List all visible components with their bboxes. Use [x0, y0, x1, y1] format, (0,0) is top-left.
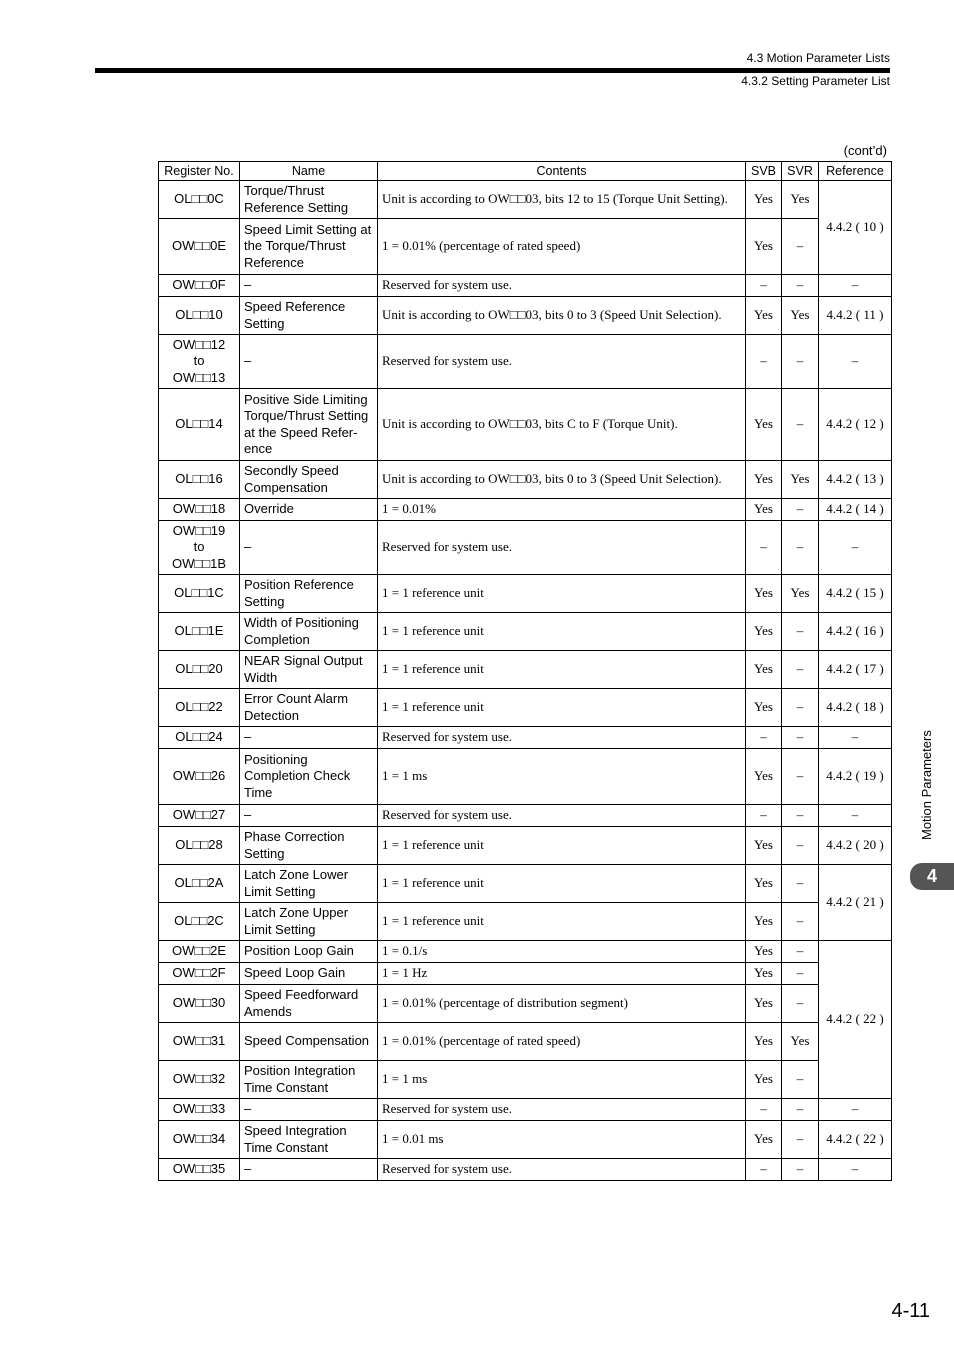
- svr-cell: –: [782, 865, 819, 903]
- contents-cell: 1 = 1 reference unit: [378, 689, 746, 727]
- svr-cell: Yes: [782, 461, 819, 499]
- table-row: [159, 827, 892, 865]
- register-no-cell: OL□□1E: [159, 613, 240, 651]
- name-cell: –: [240, 1159, 378, 1181]
- register-no-cell: OW□□35: [159, 1159, 240, 1181]
- contents-cell: 1 = 1 reference unit: [378, 651, 746, 689]
- svb-cell: Yes: [746, 219, 782, 275]
- svr-cell: Yes: [782, 297, 819, 335]
- register-no-cell: OL□□16: [159, 461, 240, 499]
- col-name: Name: [240, 162, 378, 181]
- table-row: [159, 689, 892, 727]
- svb-cell: Yes: [746, 1121, 782, 1159]
- table-row: [159, 219, 892, 275]
- contents-cell: Unit is according to OW□□03, bits 12 to 15 (Torque Unit Setting).: [378, 181, 746, 219]
- register-no-cell: OW□□2F: [159, 963, 240, 985]
- svr-cell: –: [782, 335, 819, 389]
- contents-cell: 1 = 0.1/s: [378, 941, 746, 963]
- contents-cell: Reserved for system use.: [378, 335, 746, 389]
- svb-cell: Yes: [746, 181, 782, 219]
- contents-cell: Reserved for system use.: [378, 521, 746, 575]
- svb-cell: Yes: [746, 461, 782, 499]
- svb-cell: –: [746, 727, 782, 749]
- svr-cell: –: [782, 275, 819, 297]
- name-cell: Positive Side Limiting Torque/Thrust Setting at the Speed Refer-ence: [240, 389, 378, 461]
- contents-cell: Reserved for system use.: [378, 275, 746, 297]
- contents-cell: 1 = 0.01% (percentage of distribution segment): [378, 985, 746, 1023]
- table-row: [159, 985, 892, 1023]
- svr-cell: –: [782, 963, 819, 985]
- svr-cell: –: [782, 389, 819, 461]
- contents-cell: 1 = 1 reference unit: [378, 865, 746, 903]
- table-row: [159, 461, 892, 499]
- contents-cell: Reserved for system use.: [378, 805, 746, 827]
- reference-cell: 4.4.2 ( 21 ): [819, 865, 892, 941]
- contents-cell: 1 = 1 reference unit: [378, 575, 746, 613]
- reference-cell: –: [819, 275, 892, 297]
- register-no-cell: OL□□2C: [159, 903, 240, 941]
- svb-cell: Yes: [746, 941, 782, 963]
- svr-cell: –: [782, 613, 819, 651]
- table-row: [159, 805, 892, 827]
- svb-cell: Yes: [746, 963, 782, 985]
- register-no-cell: OW□□0E: [159, 219, 240, 275]
- name-cell: Positioning Completion Check Time: [240, 749, 378, 805]
- table-header-row: [159, 162, 892, 181]
- reference-cell: 4.4.2 ( 17 ): [819, 651, 892, 689]
- svr-cell: –: [782, 727, 819, 749]
- name-cell: Width of Positioning Completion: [240, 613, 378, 651]
- reference-cell: –: [819, 1099, 892, 1121]
- svb-cell: –: [746, 335, 782, 389]
- reference-cell: 4.4.2 ( 12 ): [819, 389, 892, 461]
- table-row: [159, 963, 892, 985]
- svr-cell: Yes: [782, 181, 819, 219]
- name-cell: Position Reference Setting: [240, 575, 378, 613]
- register-no-cell: OL□□24: [159, 727, 240, 749]
- register-no-cell: OL□□10: [159, 297, 240, 335]
- svb-cell: Yes: [746, 297, 782, 335]
- table-row: [159, 499, 892, 521]
- name-cell: Speed Loop Gain: [240, 963, 378, 985]
- register-no-cell: OW□□0F: [159, 275, 240, 297]
- contents-cell: Unit is according to OW□□03, bits 0 to 3 (Speed Unit Selection).: [378, 297, 746, 335]
- register-no-cell: OW□□12 to OW□□13: [159, 335, 240, 389]
- chapter-label: Motion Parameters: [919, 730, 934, 840]
- contents-cell: 1 = 1 ms: [378, 749, 746, 805]
- reference-cell: 4.4.2 ( 10 ): [819, 181, 892, 275]
- table-row: [159, 613, 892, 651]
- svb-cell: Yes: [746, 1023, 782, 1061]
- svb-cell: Yes: [746, 613, 782, 651]
- reference-cell: 4.4.2 ( 15 ): [819, 575, 892, 613]
- svb-cell: Yes: [746, 499, 782, 521]
- register-no-cell: OL□□14: [159, 389, 240, 461]
- svb-cell: Yes: [746, 903, 782, 941]
- register-no-cell: OW□□33: [159, 1099, 240, 1121]
- svr-cell: –: [782, 1121, 819, 1159]
- register-no-cell: OL□□1C: [159, 575, 240, 613]
- svr-cell: –: [782, 1061, 819, 1099]
- name-cell: Latch Zone Lower Limit Setting: [240, 865, 378, 903]
- header-subsection: 4.3.2 Setting Parameter List: [741, 74, 890, 88]
- reference-cell: –: [819, 805, 892, 827]
- contents-cell: Reserved for system use.: [378, 1099, 746, 1121]
- svb-cell: Yes: [746, 865, 782, 903]
- table-row: [159, 1159, 892, 1181]
- contents-cell: Reserved for system use.: [378, 1159, 746, 1181]
- table-row: [159, 275, 892, 297]
- parameter-table: [158, 161, 892, 1181]
- svr-cell: –: [782, 521, 819, 575]
- reference-cell: –: [819, 335, 892, 389]
- header-section: 4.3 Motion Parameter Lists: [746, 51, 890, 65]
- register-no-cell: OL□□0C: [159, 181, 240, 219]
- reference-cell: 4.4.2 ( 22 ): [819, 1121, 892, 1159]
- reference-cell: 4.4.2 ( 22 ): [819, 941, 892, 1099]
- contents-cell: 1 = 1 ms: [378, 1061, 746, 1099]
- svb-cell: –: [746, 1159, 782, 1181]
- name-cell: Phase Correction Setting: [240, 827, 378, 865]
- table-row: [159, 727, 892, 749]
- name-cell: Speed Integration Time Constant: [240, 1121, 378, 1159]
- col-register-no: Register No.: [159, 162, 240, 181]
- name-cell: Override: [240, 499, 378, 521]
- table-row: [159, 297, 892, 335]
- name-cell: Latch Zone Upper Limit Setting: [240, 903, 378, 941]
- svr-cell: –: [782, 499, 819, 521]
- col-reference: Reference: [819, 162, 892, 181]
- reference-cell: –: [819, 521, 892, 575]
- name-cell: NEAR Signal Output Width: [240, 651, 378, 689]
- name-cell: Speed Reference Setting: [240, 297, 378, 335]
- name-cell: Speed Limit Setting at the Torque/Thrust Reference: [240, 219, 378, 275]
- register-no-cell: OW□□27: [159, 805, 240, 827]
- reference-cell: 4.4.2 ( 16 ): [819, 613, 892, 651]
- svb-cell: Yes: [746, 651, 782, 689]
- table-row: [159, 335, 892, 389]
- continued-label: (cont’d): [843, 143, 887, 158]
- svb-cell: –: [746, 805, 782, 827]
- svr-cell: –: [782, 1159, 819, 1181]
- svr-cell: Yes: [782, 575, 819, 613]
- svr-cell: Yes: [782, 1023, 819, 1061]
- reference-cell: 4.4.2 ( 11 ): [819, 297, 892, 335]
- contents-cell: Unit is according to OW□□03, bits 0 to 3 (Speed Unit Selection).: [378, 461, 746, 499]
- contents-cell: 1 = 1 Hz: [378, 963, 746, 985]
- svr-cell: –: [782, 903, 819, 941]
- table-row: [159, 181, 892, 219]
- svr-cell: –: [782, 651, 819, 689]
- table-row: [159, 1099, 892, 1121]
- name-cell: –: [240, 335, 378, 389]
- reference-cell: 4.4.2 ( 20 ): [819, 827, 892, 865]
- contents-cell: 1 = 1 reference unit: [378, 613, 746, 651]
- svr-cell: –: [782, 1099, 819, 1121]
- svb-cell: –: [746, 521, 782, 575]
- name-cell: –: [240, 521, 378, 575]
- table-row: [159, 865, 892, 903]
- svb-cell: Yes: [746, 389, 782, 461]
- col-svr: SVR: [782, 162, 819, 181]
- register-no-cell: OW□□32: [159, 1061, 240, 1099]
- register-no-cell: OW□□26: [159, 749, 240, 805]
- reference-cell: –: [819, 1159, 892, 1181]
- contents-cell: 1 = 0.01% (percentage of rated speed): [378, 219, 746, 275]
- table-body: [159, 181, 892, 1181]
- svr-cell: –: [782, 749, 819, 805]
- contents-cell: 1 = 1 reference unit: [378, 903, 746, 941]
- svr-cell: –: [782, 805, 819, 827]
- table-row: [159, 1023, 892, 1061]
- svb-cell: Yes: [746, 985, 782, 1023]
- svb-cell: –: [746, 1099, 782, 1121]
- page-number: 4-11: [891, 1300, 930, 1322]
- register-no-cell: OW□□31: [159, 1023, 240, 1061]
- register-no-cell: OW□□30: [159, 985, 240, 1023]
- contents-cell: 1 = 0.01 ms: [378, 1121, 746, 1159]
- header-rule: [95, 68, 890, 73]
- table-row: [159, 1061, 892, 1099]
- table-row: [159, 651, 892, 689]
- name-cell: Error Count Alarm Detection: [240, 689, 378, 727]
- contents-cell: Unit is according to OW□□03, bits C to F (Torque Unit).: [378, 389, 746, 461]
- register-no-cell: OW□□18: [159, 499, 240, 521]
- svb-cell: Yes: [746, 689, 782, 727]
- register-no-cell: OL□□28: [159, 827, 240, 865]
- name-cell: –: [240, 275, 378, 297]
- col-svb: SVB: [746, 162, 782, 181]
- name-cell: –: [240, 805, 378, 827]
- table-row: [159, 941, 892, 963]
- reference-cell: 4.4.2 ( 13 ): [819, 461, 892, 499]
- contents-cell: Reserved for system use.: [378, 727, 746, 749]
- table-row: [159, 749, 892, 805]
- col-contents: Contents: [378, 162, 746, 181]
- table-row: [159, 903, 892, 941]
- svr-cell: –: [782, 689, 819, 727]
- svb-cell: –: [746, 275, 782, 297]
- contents-cell: 1 = 1 reference unit: [378, 827, 746, 865]
- svb-cell: Yes: [746, 827, 782, 865]
- table-row: [159, 521, 892, 575]
- register-no-cell: OL□□2A: [159, 865, 240, 903]
- table-row: [159, 389, 892, 461]
- name-cell: –: [240, 727, 378, 749]
- register-no-cell: OW□□34: [159, 1121, 240, 1159]
- name-cell: –: [240, 1099, 378, 1121]
- name-cell: Position Integration Time Constant: [240, 1061, 378, 1099]
- register-no-cell: OW□□2E: [159, 941, 240, 963]
- svb-cell: Yes: [746, 1061, 782, 1099]
- register-no-cell: OL□□20: [159, 651, 240, 689]
- svr-cell: –: [782, 219, 819, 275]
- name-cell: Speed Compensation: [240, 1023, 378, 1061]
- name-cell: Speed Feedforward Amends: [240, 985, 378, 1023]
- name-cell: Position Loop Gain: [240, 941, 378, 963]
- table-row: [159, 575, 892, 613]
- table-row: [159, 1121, 892, 1159]
- svr-cell: –: [782, 827, 819, 865]
- chapter-tab: 4: [910, 863, 954, 890]
- register-no-cell: OW□□19 to OW□□1B: [159, 521, 240, 575]
- name-cell: Secondly Speed Compensation: [240, 461, 378, 499]
- svr-cell: –: [782, 941, 819, 963]
- name-cell: Torque/Thrust Reference Setting: [240, 181, 378, 219]
- register-no-cell: OL□□22: [159, 689, 240, 727]
- reference-cell: 4.4.2 ( 19 ): [819, 749, 892, 805]
- svr-cell: –: [782, 985, 819, 1023]
- contents-cell: 1 = 0.01% (percentage of rated speed): [378, 1023, 746, 1061]
- reference-cell: –: [819, 727, 892, 749]
- reference-cell: 4.4.2 ( 18 ): [819, 689, 892, 727]
- contents-cell: 1 = 0.01%: [378, 499, 746, 521]
- reference-cell: 4.4.2 ( 14 ): [819, 499, 892, 521]
- svb-cell: Yes: [746, 749, 782, 805]
- svb-cell: Yes: [746, 575, 782, 613]
